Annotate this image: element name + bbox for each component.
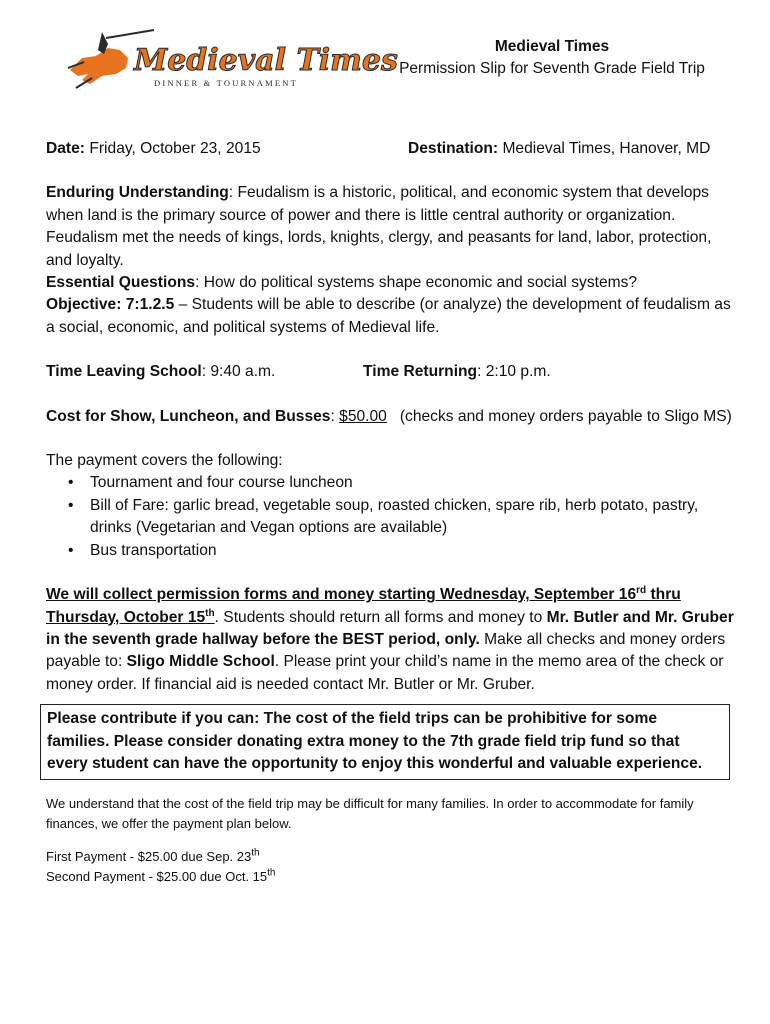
time-row [46,361,736,383]
objective-text: – Students will be able to describe (or analyze) the development of feudalism as a social, economic, and political systems of Medieval life. [46,296,731,336]
collect-payee: Sligo Middle School [126,653,275,671]
spacer [46,160,736,182]
spacer [46,428,736,450]
spacer [46,339,736,361]
spacer [46,696,736,704]
collect-text-1: . Students should return all forms and money to [214,608,547,626]
collect-text-3: . Please print your child’s name in the memo area of the check or money order. If financial aid is needed contact Mr. Butler or Mr. Gruber. [46,653,724,693]
bullet-icon: • [68,541,74,559]
collect-end-sup: th [205,607,215,619]
spacer [46,780,736,794]
list-item-text: Bus transportation [90,541,217,559]
document-body [46,138,736,886]
list-item-text: Bill of Fare: garlic bread, vegetable soup, roasted chicken, spare rib, herb potato, pastry, drinks (Vegetarian and Vegan options are available) [90,496,699,537]
collect-text-2: Make all checks and money orders payable to: [46,630,726,671]
first-payment [46,847,736,867]
spacer [46,562,736,584]
essential-text: : How do political systems shape economic and social systems? [195,274,638,292]
bullet-icon: • [68,474,74,492]
cost-note: (checks and money orders payable to Sligo MS) [386,407,732,425]
enduring-text: : Feudalism is a historic, political, and economic system that develops when land is the primary source of power and there is little central authority or organization. Feudalism met the needs of kings, lords, knights, clergy, and peasants for land, labor, protection, and loyalty. [46,184,712,269]
list-item [68,472,736,494]
list-item-text: Tournament and four course luncheon [90,474,353,492]
first-payment-sup: th [251,848,260,860]
time-leaving [46,361,363,383]
payment-plan-intro: We understand that the cost of the field trip may be difficult for many families. In order to accommodate for family finances, we offer the payment plan below. [46,796,694,831]
logo-title: Medieval Times [134,43,398,78]
list-item [68,495,736,540]
enduring-label: Enduring Understanding [46,184,229,202]
time-returning-value: : 2:10 p.m. [477,363,551,381]
header-subtitle: Permission Slip for Seventh Grade Field Trip [399,60,705,77]
cost-amount: $50.00 [339,407,387,425]
date-destination-row [46,138,736,160]
collect-start-sup: rd [636,584,647,596]
payment-intro: The payment covers the following: [46,452,283,470]
time-leaving-value: : 9:40 a.m. [201,363,276,381]
list-item [68,540,736,562]
first-payment-text: First Payment - $25.00 due Sep. 23 [46,849,252,865]
time-leaving-label: Time Leaving School [46,363,202,381]
header-title: Medieval Times [494,38,610,55]
logo-subtitle: DINNER & TOURNAMENT [154,78,298,88]
payment-list [46,472,736,562]
cost-label: Cost for Show, Luncheon, and Busses [46,407,331,425]
collect-location: Mr. Butler and Mr. Gruber in the seventh grade hallway before the BEST period, only. [46,608,734,648]
destination-label: Destination: [408,140,499,157]
spacer [46,384,736,406]
destination-line [408,138,710,160]
cost-line [46,406,736,428]
date-label: Date: [46,140,85,157]
second-payment-sup: th [267,867,276,879]
objective [46,294,736,339]
time-returning-label: Time Returning [363,363,478,381]
cost-colon: : [330,407,340,425]
destination-value: Medieval Times, Hanover, MD [498,140,711,157]
document-header [372,36,732,80]
second-payment-text: Second Payment - $25.00 due Oct. 15 [46,868,268,884]
contribute-box: Please contribute if you can: The cost of the field trips can be prohibitive for some families. Please consider donating extra money to the 7th grade field trip fund so that every student can have the opportunity to enjoy this wonderful and valuable experience. [40,704,730,780]
bullet-icon: • [68,496,74,514]
date-line [46,138,408,160]
collect-start: We will collect permission forms and money starting Wednesday, September 16 [46,586,637,604]
date-value: Friday, October 23, 2015 [85,140,261,157]
essential-label: Essential Questions [46,274,196,292]
second-payment [46,867,736,887]
objective-label: Objective: 7:1.2.5 [46,296,175,314]
spacer [46,833,736,847]
collection-paragraph [46,584,736,696]
time-returning [363,361,551,383]
medieval-times-logo [62,28,398,92]
essential-questions [46,272,736,294]
collect-end: thru Thursday, October 15 [46,586,681,626]
enduring-understanding [46,182,736,272]
